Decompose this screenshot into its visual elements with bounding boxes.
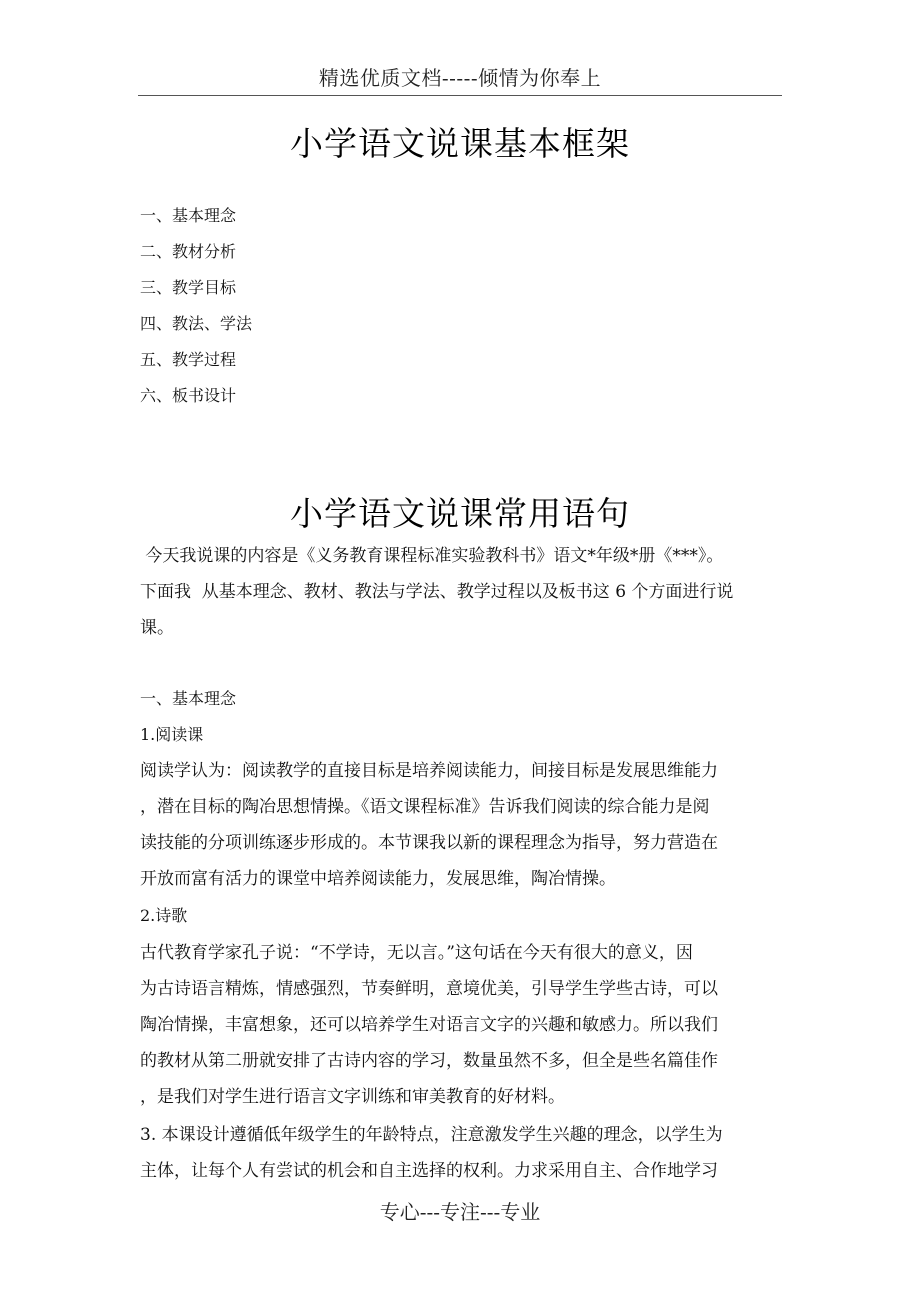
framework-item: 二、教材分析 [140, 242, 237, 261]
paragraph-line: ，潜在目标的陶冶思想情操。《语文课程标准》告诉我们阅读的综合能力是阅 [140, 797, 710, 817]
framework-title: 小学语文说课基本框架 [290, 124, 630, 163]
subsection-heading: 2.诗歌 [140, 906, 188, 925]
page-footer: 专心---专注---专业 [379, 1200, 541, 1224]
framework-item: 五、教学过程 [140, 350, 237, 369]
framework-item: 四、教法、学法 [140, 314, 253, 333]
intro-line: 下面我 从基本理念、教材、教法与学法、教学过程以及板书这 6 个方面进行说 [140, 582, 734, 602]
paragraph-line: 的教材从第二册就安排了古诗内容的学习，数量虽然不多，但全是些名篇佳作 [140, 1051, 718, 1071]
phrases-title: 小学语文说课常用语句 [290, 494, 630, 533]
section-heading: 一、基本理念 [140, 689, 237, 708]
framework-item: 一、基本理念 [140, 206, 237, 225]
page-header: 精选优质文档-----倾情为你奉上 [318, 66, 602, 90]
paragraph-line: 为古诗语言精炼，情感强烈，节奏鲜明，意境优美，引导学生学些古诗，可以 [140, 979, 718, 999]
paragraph-line: ，是我们对学生进行语言文字训练和审美教育的好材料。 [140, 1087, 565, 1107]
header-divider [138, 95, 782, 96]
framework-item: 三、教学目标 [140, 278, 237, 297]
paragraph-line: 开放而富有活力的课堂中培养阅读能力，发展思维，陶冶情操。 [140, 869, 616, 889]
paragraph-line: 阅读学认为：阅读教学的直接目标是培养阅读能力，间接目标是发展思维能力 [140, 761, 718, 781]
paragraph-line: 主体，让每个人有尝试的机会和自主选择的权利。力求采用自主、合作地学习 [140, 1161, 718, 1181]
paragraph-line: 3. 本课设计遵循低年级学生的年龄特点，注意激发学生兴趣的理念，以学生为 [140, 1125, 723, 1145]
subsection-heading: 1.阅读课 [140, 725, 204, 744]
intro-line: 课。 [140, 618, 174, 638]
intro-line: 今天我说课的内容是《义务教育课程标准实验教科书》语文*年级*册《***》。 [140, 546, 724, 566]
paragraph-line: 陶冶情操，丰富想象，还可以培养学生对语言文字的兴趣和敏感力。所以我们 [140, 1015, 718, 1035]
framework-item: 六、板书设计 [140, 386, 237, 405]
paragraph-line: 读技能的分项训练逐步形成的。本节课我以新的课程理念为指导，努力营造在 [140, 833, 718, 853]
paragraph-line: 古代教育学家孔子说：“不学诗，无以言。”这句话在今天有很大的意义，因 [140, 943, 693, 963]
